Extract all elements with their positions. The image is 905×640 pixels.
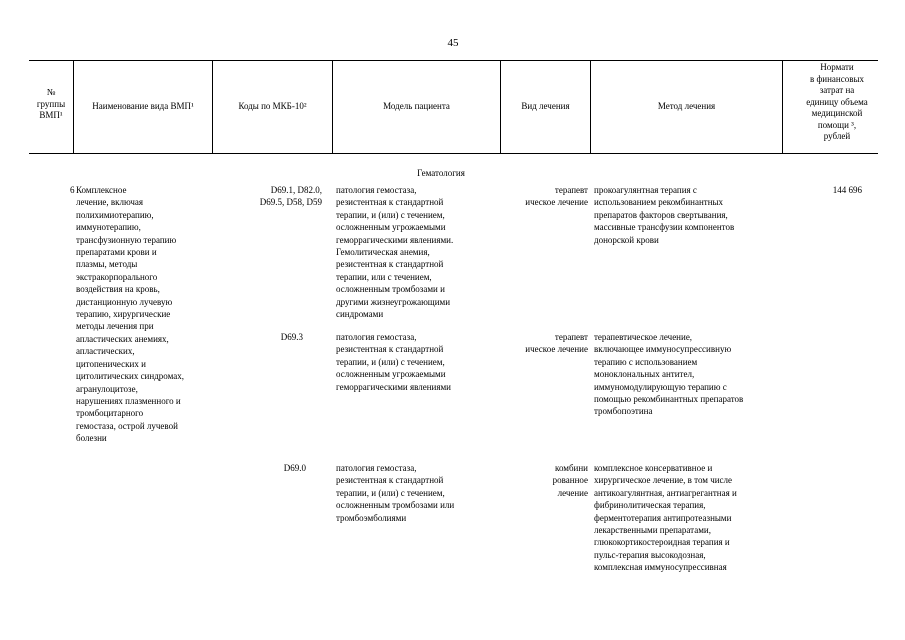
header-treatment-method: Метод лечения (657, 101, 716, 111)
header-bottom-rule (29, 153, 878, 154)
group-name: Комплексное лечение, включая полихимиотерапию, иммунотерапию, трансфузионную терапию препаратами крови и плазмы, методы экстракорпорального воздействия на кровь, дистанционную лучевую терапию, хирургические методы лечения при апластических анемиях, апластических, цитопенических и цитолитических синдромах, агранулоцитозе, нарушениях плазменного и тромбоцитарного гемостаза, острой лучевой болезни (76, 185, 184, 444)
header-codes: Коды по МКБ-10² (238, 101, 307, 111)
row-3-treatment-type: комбини рованное лечение (552, 463, 588, 498)
row-3-patient-model: патология гемостаза, резистентная к стандартной терапии, и (или) с течением, осложненным тромбозами или тромбоэмболиями (336, 463, 455, 523)
section-title: Гематология (417, 168, 465, 178)
header-group-number: № группы ВМП¹ (36, 87, 66, 120)
page-number: 45 (447, 37, 459, 49)
group-number: 6 (70, 185, 75, 195)
header-patient-model: Модель пациента (383, 101, 450, 111)
header-treatment-type: Вид лечения (521, 101, 570, 111)
row-1-treatment-method: прокоагулянтная терапия с использованием рекомбинантных препаратов факторов свертывания, массивные трансфузии компонентов донорской крови (594, 185, 735, 245)
row-1-codes: D69.1, D82.0, D69.5, D58, D59 (259, 185, 322, 208)
row-3-codes: D69.0 (283, 463, 306, 473)
row-2-codes: D69.3 (280, 332, 303, 342)
header-cost-norm: Нормати в финансовых затрат на единицу объема медицинской помощи ³, рублей (806, 62, 868, 141)
header-top-rule (29, 60, 878, 61)
row-2-treatment-type: терапевт ическое лечение (525, 332, 588, 355)
row-2-patient-model: патология гемостаза, резистентная к стандартной терапии, и (или) с течением, осложненным угрожаемыми геморрагическими явлениями (336, 332, 451, 392)
row-3-treatment-method: комплексное консервативное и хирургическое лечение, в том числе антикоагулянтная, антиагрегантная и фибринолитическая терапия, ферментотерапия антипротеазными лекарственными препаратами, глюкокортикостероидная терапия и пульс-терапия высокодозная, комплексная иммуносупрессивная (594, 463, 737, 573)
group-cost: 144 696 (832, 185, 862, 195)
row-1-treatment-type: терапевт ическое лечение (525, 185, 588, 208)
row-2-treatment-method: терапевтическое лечение, включающее иммуносупрессивную терапию с использованием моноклональных антител, иммуномодулирующую терапию с помощью рекомбинантных препаратов тромбопоэтина (594, 332, 744, 417)
header-name: Наименование вида ВМП¹ (92, 101, 194, 111)
row-1-patient-model: патология гемостаза, резистентная к стандартной терапии, и (или) с течением, осложненным угрожаемыми геморрагическими явлениями. Гемолитическая анемия, резистентная к стандартной терапии, или с течением, осложненным тромбозами и другими жизнеугрожающими синдромами (336, 185, 454, 320)
